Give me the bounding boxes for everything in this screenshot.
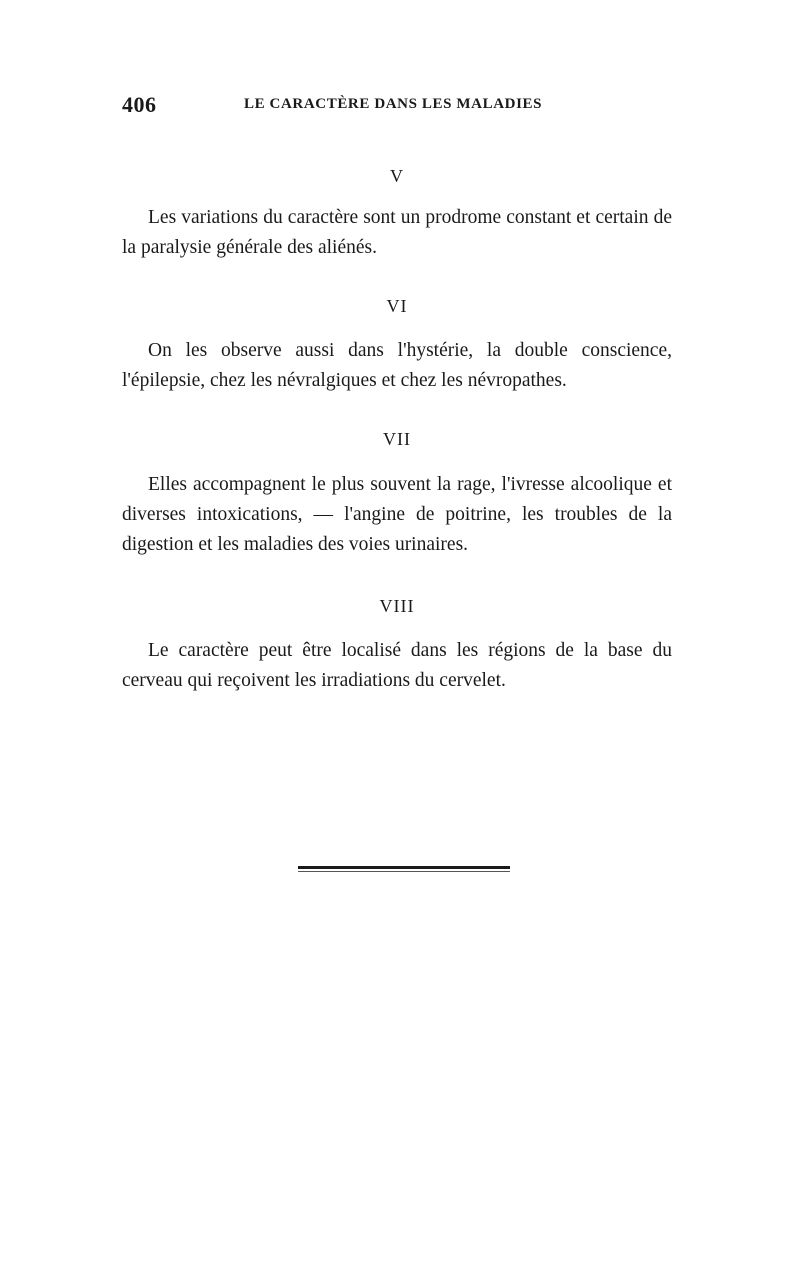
section-heading-viii: VIII [379, 596, 415, 616]
end-rule-thin [298, 871, 510, 872]
section-paragraph-v: Les variations du caractère sont un prodrome constant et certain de la paralysie générale des aliénés. [122, 207, 672, 258]
section-paragraph-vii: Elles accompagnent le plus souvent la rage, l'ivresse alcoolique et diverses intoxications, — l'angine de poitrine, les troubles de la digestion et les maladies des voies urinaires. [122, 474, 672, 555]
section-heading-v: V [390, 166, 404, 186]
running-head [122, 92, 682, 122]
section-heading-vii: VII [383, 429, 411, 449]
section-heading-vi: VI [386, 296, 408, 316]
end-rule [298, 866, 510, 869]
section-paragraph-vi: On les observe aussi dans l'hystérie, la double conscience, l'épilepsie, chez les névralgiques et chez les névropathes. [122, 340, 672, 391]
section-paragraph-viii: Le caractère peut être localisé dans les régions de la base du cerveau qui reçoivent les irradiations du cervelet. [122, 640, 672, 691]
page-number: 406 [122, 92, 157, 117]
running-title: LE CARACTÈRE DANS LES MALADIES [244, 96, 543, 112]
